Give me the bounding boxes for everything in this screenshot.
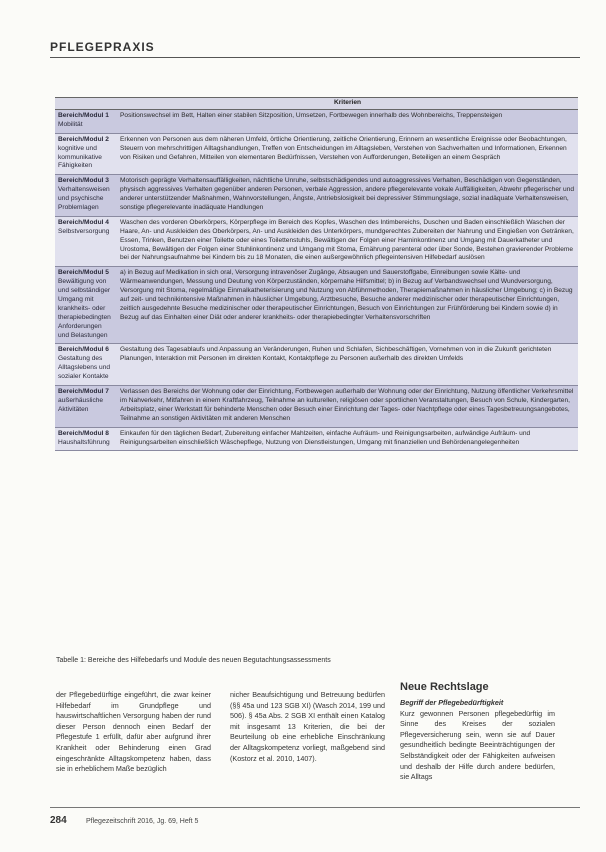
- table-row: [55, 175, 578, 217]
- criteria-cell: a) in Bezug auf Medikation in sich oral, Versorgung intravenöser Zugänge, Absaugen und Sauerstoffgabe, Einreibungen sowie Kälte- und Wärmeanwendungen, Messung und Deutung von Körperzuständen, körpernahe Hilfsmittel; b) in Bezug auf Verbandswechsel und Wundversorgung, Versorgung mit Stoma, regelmäßige Einmalkatheterisierung und Nutzung von Abführmethoden, Therapiemaßnahmen in häuslicher Umgebung; c) in Bezug auf zeit- und technikintensive Maßnahmen in häuslicher Umgebung, Arztbesuche, Besuche anderer medizinischer oder therapeutischer Einrichtungen, zeitlich ausgedehnte Besuche medizinischer oder therapeutischer Einrichtungen, Besuch von Einrichtungen zur Frühförderung bei Kindern sowie d) in Bezug auf das Einhalten einer Diät oder anderer krankheits- oder therapiebedingter Verhaltensvorschriften: [117, 267, 578, 344]
- criteria-cell: Verlassen des Bereichs der Wohnung oder der Einrichtung, Fortbewegen außerhalb der Wohnung oder der Einrichtung, Nutzung öffentlicher Verkehrsmittel im Nahverkehr, Mitfahren in einem Kraftfahrzeug, Teilnahme an kulturellen, religiösen oder sportlichen Veranstaltungen, Besuch von Schule, Kindergarten, Arbeitsplatz, einer Werkstatt für behinderte Menschen oder Besuch einer Einrichtung der Tages- oder Nachtpflege oder eines Tagesbetreuungsangebotes, Teilnahme an sonstigen Aktivitäten mit anderen Menschen: [117, 386, 578, 428]
- criteria-cell: Gestaltung des Tagesablaufs und Anpassung an Veränderungen, Ruhen und Schlafen, Sichbeschäftigen, Vornehmen von in die Zukunft gerichteten Planungen, Interaktion mit Personen im direkten Kontakt, Kontaktpflege zu Personen außerhalb des direkten Umfelds: [117, 344, 578, 386]
- criteria-cell: Motorisch geprägte Verhaltensauffälligkeiten, nächtliche Unruhe, selbstschädigendes und autoaggressives Verhalten, Beschädigen von Gegenständen, physisch aggressives Verhalten gegenüber anderen Personen, verbale Aggression, andere pflegerelevante vokale Auffälligkeiten, Abwehr pflegerischer und anderer unterstützender Maßnahmen, Wahnvorstellungen, Ängste, Antriebslosigkeit bei depressiver Stimmungslage, sozial inadäquate Verhaltensweisen, sonstige pflegerelevante inadäquate Handlungen: [117, 175, 578, 217]
- area-cell: [55, 216, 117, 266]
- criteria-cell: Positionswechsel im Bett, Halten einer stabilen Sitzposition, Umsetzen, Fortbewegen innerhalb des Wohnbereichs, Treppensteigen: [117, 110, 578, 134]
- area-cell: [55, 175, 117, 217]
- area-cell: [55, 267, 117, 344]
- table-row: [55, 267, 578, 344]
- page-number: 284: [50, 815, 67, 826]
- area-name: außerhäusliche Aktivitäten: [58, 396, 104, 413]
- table-row: [55, 133, 578, 175]
- table-header-blank: [55, 98, 117, 110]
- area-title: Bereich/Modul 7: [58, 388, 109, 396]
- table-caption: Tabelle 1: Bereiche des Hilfebedarfs und Module des neuen Begutachtungsassessments: [56, 657, 331, 664]
- criteria-table: [55, 97, 578, 451]
- area-name: kognitive und kommunikative Fähigkeiten: [58, 144, 102, 170]
- criteria-cell: Waschen des vorderen Oberkörpers, Körperpflege im Bereich des Kopfes, Waschen des Intimbereichs, Duschen und Baden einschließlich Waschen der Haare, An- und Auskleiden des Oberkörpers, An- und Auskleiden des Unterkörpers, mundgerechtes Zubereiten der Nahrung und Eingießen von Getränken, Essen, Trinken, Benutzen einer Toilette oder eines Toilettenstuhls, Bewältigen der Folgen einer Harninkontinenz und Umgang mit Dauerkatheter und Urostoma, Bewältigen der Folgen einer Stuhlinkontinenz und Umgang mit Stoma, Ernährung parenteral oder über Sonde, Bestehen gravierender Probleme bei der Nahrungsaufnahme bei Kindern bis zu 18 Monaten, die einen außergewöhnlich pflegeintensiven Hilfebedarf auslösen: [117, 216, 578, 266]
- area-title: Bereich/Modul 1: [58, 112, 109, 119]
- table-row: [55, 344, 578, 386]
- table-row: [55, 110, 578, 134]
- running-header: PFLEGEPRAXIS: [50, 40, 155, 54]
- header-rule: [50, 57, 580, 58]
- area-title: Bereich/Modul 3: [58, 177, 109, 185]
- area-cell: [55, 427, 117, 451]
- body-column-3-text: Kurz gewonnen Personen pflegebedürftig im Sinne des Kreises der sozialen Pflegeversicherung sein, wenn sie auf Dauer gesundheitlich bedingte Beeinträchtigungen der Selbständigkeit oder der Fähigkeiten aufweisen und deshalb der Hilfe durch andere bedürfen, sie Alltags: [400, 708, 555, 782]
- criteria-cell: Erkennen von Personen aus dem näheren Umfeld, örtliche Orientierung, zeitliche Orientierung, Erinnern an wesentliche Ereignisse oder Beobachtungen, Steuern von mehrschrittigen Alltagshandlungen, Treffen von Entscheidungen im Alltagsleben, Verstehen von Sachverhalten und Informationen, Erkennen von Risiken und Gefahren, Mitteilen von elementaren Bedürfnissen, Verstehen von Aufforderungen, Beteiligen an einem Gespräch: [117, 133, 578, 175]
- section-subheading: Begriff der Pflegebedürftigkeit: [400, 698, 504, 707]
- body-column-2: nicher Beaufsichtigung und Betreuung bedürfen (§§ 45a und 123 SGB XI) (Wasch 2014, 199 und 506). § 45a Abs. 2 SGB XI enthält einen Katalog mit insgesamt 13 Kriterien, die bei der Beurteilung ob eine erhebliche Einschränkung der Alltagskompetenz vorliegt, maßgebend sind (Kostorz et al. 2010, 1407).: [230, 690, 385, 763]
- area-name: Mobilität: [58, 120, 83, 128]
- area-name: Bewältigung von und selbständiger Umgang mit krankheits- oder therapiebedingten Anforderungen und Belastungen: [58, 278, 111, 339]
- area-name: Gestaltung des Alltagslebens und sozialer Kontakte: [58, 355, 111, 381]
- area-title: Bereich/Modul 6: [58, 346, 109, 354]
- area-cell: [55, 133, 117, 175]
- table-row: [55, 386, 578, 428]
- criteria-cell: Einkaufen für den täglichen Bedarf, Zubereitung einfacher Mahlzeiten, einfache Aufräum- und Reinigungsarbeiten, aufwändige Aufräum- und Reinigungsarbeiten einschließlich Wäschepflege, Nutzung von Dienstleistungen, Umgang mit finanziellen und Behördenangelegenheiten: [117, 427, 578, 451]
- table-row: [55, 216, 578, 266]
- section-heading: Neue Rechtslage: [400, 681, 489, 693]
- body-column-3: [400, 698, 555, 783]
- area-title: Bereich/Modul 5: [58, 269, 109, 277]
- footer-rule: [50, 807, 580, 808]
- journal-reference: Pflegezeitschrift 2016, Jg. 69, Heft 5: [86, 818, 199, 825]
- area-title: Bereich/Modul 8: [58, 429, 109, 437]
- body-column-1: der Pflegebedürftige eingeführt, die zwar keiner Hilfebedarf im Grundpflege und hauswirtschaftlichen Versorgung haben der rund dieser Person dennoch einen Bedarf der Pflegestufe 1 erfüllt, dafür aber aufgrund ihrer Krankheit oder Behinderung einen Grad eingeschränkte Alltagskompetenz haben, dass sie in erheblichem Maße bezüglich: [56, 690, 211, 774]
- area-cell: [55, 110, 117, 134]
- area-cell: [55, 386, 117, 428]
- area-title: Bereich/Modul 4: [58, 218, 109, 226]
- table-row: [55, 427, 578, 451]
- area-name: Selbstversorgung: [58, 227, 110, 235]
- area-cell: [55, 344, 117, 386]
- table-header-criteria: Kriterien: [117, 98, 578, 110]
- area-title: Bereich/Modul 2: [58, 135, 109, 143]
- area-name: Verhaltensweisen und psychische Problemlagen: [58, 186, 110, 212]
- area-name: Haushaltsführung: [58, 438, 110, 446]
